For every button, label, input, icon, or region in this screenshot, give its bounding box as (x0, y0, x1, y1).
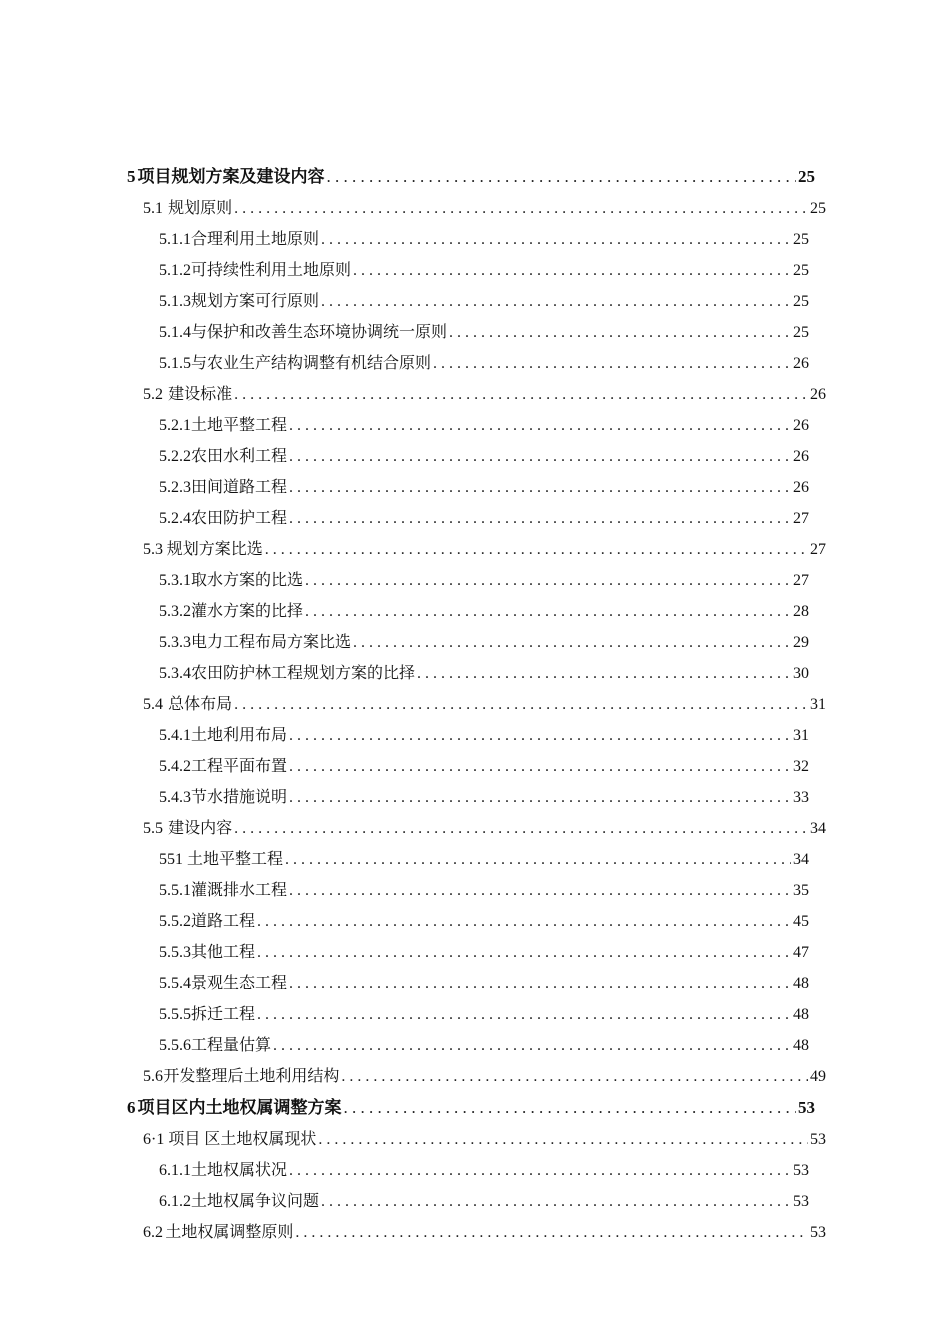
toc-entry-page-number: 27 (793, 510, 809, 527)
toc-entry-title: 土地利用布局 (191, 727, 288, 744)
toc-entry-title: 工程平面布置 (191, 758, 288, 775)
dot-leader (289, 875, 791, 906)
toc-entry-title: 农田水利工程 (191, 448, 288, 465)
toc-entry-number: 5.2.1 (159, 417, 191, 434)
toc-entry-number: 5.1.3 (159, 293, 191, 310)
toc-entry[interactable] (143, 1124, 826, 1155)
toc-entry[interactable] (159, 1186, 809, 1217)
toc-entry[interactable] (159, 503, 809, 534)
toc-entry-number: 5.6 (143, 1068, 163, 1085)
toc-entry-title: 建设内容 (168, 820, 233, 837)
toc-entry-number: 5.2 (143, 386, 163, 403)
toc-entry-page-number: 32 (793, 758, 809, 775)
dot-leader (449, 317, 791, 348)
toc-entry-title: 6·1 项目 区土地权属现状 (143, 1131, 317, 1148)
toc-entry-title: 551 土地平整工程 (159, 851, 284, 868)
toc-entry-number: 6.1.1 (159, 1162, 191, 1179)
toc-entry-title: 开发整理后土地利用结构 (163, 1068, 340, 1085)
toc-entry-page-number: 25 (798, 167, 815, 186)
toc-entry[interactable] (143, 689, 826, 720)
toc-entry-page-number: 31 (793, 727, 809, 744)
toc-entry[interactable] (159, 410, 809, 441)
toc-entry[interactable] (159, 1030, 809, 1061)
toc-entry-title: 土地权属状况 (191, 1162, 288, 1179)
toc-entry-page-number: 25 (793, 293, 809, 310)
toc-entry-page-number: 27 (810, 541, 826, 558)
dot-leader (289, 968, 791, 999)
dot-leader (353, 627, 791, 658)
toc-entry-number: 5.5.1 (159, 882, 191, 899)
toc-entry-number: 5.3.3 (159, 634, 191, 651)
toc-entry[interactable] (159, 875, 809, 906)
toc-entry-title: 土地权属争议问题 (191, 1193, 320, 1210)
toc-entry-title: 取水方案的比选 (191, 572, 304, 589)
toc-entry-page-number: 53 (810, 1224, 826, 1241)
toc-entry-page-number: 25 (793, 262, 809, 279)
dot-leader (305, 565, 791, 596)
toc-entry-title: 规划方案可行原则 (191, 293, 320, 310)
dot-leader (289, 720, 791, 751)
toc-entry-number: 5 (127, 167, 136, 186)
toc-entry-title: 规划原则 (168, 200, 233, 217)
dot-leader (295, 1217, 808, 1248)
toc-entry-title: 工程量估算 (191, 1037, 272, 1054)
toc-entry-page-number: 34 (793, 851, 809, 868)
toc-entry[interactable] (159, 658, 809, 689)
toc-entry[interactable] (159, 348, 809, 379)
toc-entry-title: 其他工程 (191, 944, 256, 961)
dot-leader (321, 224, 791, 255)
dot-leader (417, 658, 791, 689)
toc-entry-number: 5.3.1 (159, 572, 191, 589)
toc-entry-page-number: 26 (793, 479, 809, 496)
toc-entry[interactable] (159, 906, 809, 937)
toc-entry[interactable] (159, 999, 809, 1030)
dot-leader (257, 906, 791, 937)
toc-entry[interactable] (127, 1092, 815, 1124)
toc-entry-page-number: 30 (793, 665, 809, 682)
dot-leader (289, 751, 791, 782)
dot-leader (285, 844, 791, 875)
toc-entry-page-number: 34 (810, 820, 826, 837)
toc-entry-page-number: 29 (793, 634, 809, 651)
toc-entry-number: 5.4.1 (159, 727, 191, 744)
toc-entry-page-number: 53 (793, 1162, 809, 1179)
toc-entry[interactable] (159, 782, 809, 813)
toc-entry-number: 5.5.6 (159, 1037, 191, 1054)
toc-entry[interactable] (159, 627, 809, 658)
table-of-contents (0, 161, 950, 1248)
toc-entry[interactable] (159, 286, 809, 317)
toc-entry-page-number: 49 (810, 1068, 826, 1085)
toc-entry-title: 田间道路工程 (191, 479, 288, 496)
dot-leader (234, 379, 808, 410)
toc-entry-title: 灌溉排水工程 (191, 882, 288, 899)
toc-entry-title: 项目规划方案及建设内容 (137, 167, 325, 186)
toc-entry-page-number: 31 (810, 696, 826, 713)
toc-entry[interactable] (159, 844, 809, 875)
dot-leader (289, 1155, 791, 1186)
toc-entry-page-number: 53 (793, 1193, 809, 1210)
toc-entry[interactable] (159, 472, 809, 503)
toc-entry-title: 建设标准 (168, 386, 233, 403)
toc-entry-title: 农田防护林工程规划方案的比择 (191, 665, 416, 682)
toc-entry-page-number: 48 (793, 1037, 809, 1054)
toc-entry-number: 5.2.4 (159, 510, 191, 527)
toc-entry-title: 灌水方案的比择 (191, 603, 304, 620)
toc-entry[interactable] (159, 441, 809, 472)
toc-entry-page-number: 26 (793, 355, 809, 372)
toc-entry-number: 5.5.2 (159, 913, 191, 930)
dot-leader (289, 410, 791, 441)
toc-entry-number: 6 (127, 1098, 136, 1117)
toc-entry-page-number: 45 (793, 913, 809, 930)
toc-entry[interactable] (143, 379, 826, 410)
toc-entry-number: 5.4.3 (159, 789, 191, 806)
toc-entry-title: 农田防护工程 (191, 510, 288, 527)
toc-entry[interactable] (143, 534, 826, 565)
toc-entry[interactable] (159, 565, 809, 596)
toc-entry-title: 合理利用土地原则 (191, 231, 320, 248)
toc-entry[interactable] (143, 1217, 826, 1248)
dot-leader (341, 1061, 808, 1092)
dot-leader (273, 1030, 791, 1061)
toc-entry-page-number: 25 (793, 231, 809, 248)
toc-entry-page-number: 26 (793, 417, 809, 434)
dot-leader (234, 689, 808, 720)
toc-entry-number: 5.5.4 (159, 975, 191, 992)
toc-entry-title: 拆迁工程 (191, 1006, 256, 1023)
toc-entry-number: 5.5 (143, 820, 163, 837)
toc-entry[interactable] (127, 161, 815, 193)
toc-entry-title: 节水措施说明 (191, 789, 288, 806)
toc-entry-title: 总体布局 (168, 696, 233, 713)
toc-entry-page-number: 28 (793, 603, 809, 620)
toc-entry-number: 5.5.3 (159, 944, 191, 961)
toc-entry-page-number: 25 (810, 200, 826, 217)
toc-entry-title: 与保护和改善生态环境协调统一原则 (191, 324, 448, 341)
toc-entry-number: 5.1.5 (159, 355, 191, 372)
toc-entry-number: 5.3.4 (159, 665, 191, 682)
toc-entry-number: 6.1.2 (159, 1193, 191, 1210)
dot-leader (321, 286, 791, 317)
dot-leader (327, 161, 797, 193)
dot-leader (305, 596, 791, 627)
dot-leader (344, 1092, 797, 1124)
toc-entry-number: 5.2.3 (159, 479, 191, 496)
dot-leader (257, 937, 791, 968)
toc-entry-title: 电力工程布局方案比选 (191, 634, 352, 651)
toc-entry-page-number: 48 (793, 975, 809, 992)
dot-leader (265, 534, 808, 565)
toc-entry[interactable] (143, 1061, 826, 1092)
dot-leader (289, 472, 791, 503)
dot-leader (433, 348, 791, 379)
toc-entry-page-number: 53 (798, 1098, 815, 1117)
toc-entry[interactable] (143, 813, 826, 844)
toc-entry-number: 5.1.2 (159, 262, 191, 279)
dot-leader (234, 813, 808, 844)
toc-entry[interactable] (159, 968, 809, 999)
toc-entry-title: 土地平整工程 (191, 417, 288, 434)
toc-entry[interactable] (159, 317, 809, 348)
toc-entry-page-number: 47 (793, 944, 809, 961)
toc-entry-number: 5.4 (143, 696, 163, 713)
toc-entry-title: 道路工程 (191, 913, 256, 930)
toc-entry-page-number: 26 (810, 386, 826, 403)
toc-entry-page-number: 33 (793, 789, 809, 806)
toc-entry-number: 5.2.2 (159, 448, 191, 465)
toc-entry[interactable] (159, 1155, 809, 1186)
dot-leader (289, 441, 791, 472)
dot-leader (234, 193, 808, 224)
toc-entry-title: 景观生态工程 (191, 975, 288, 992)
toc-entry-page-number: 26 (793, 448, 809, 465)
toc-entry-title: 项目区内土地权属调整方案 (137, 1098, 342, 1117)
toc-entry-number: 5.4.2 (159, 758, 191, 775)
toc-entry-title: 可持续性利用土地原则 (191, 262, 352, 279)
toc-entry-number: 5.1.4 (159, 324, 191, 341)
dot-leader (321, 1186, 791, 1217)
dot-leader (318, 1124, 808, 1155)
toc-entry-title: 规划方案比选 (166, 541, 263, 558)
dot-leader (289, 503, 791, 534)
toc-entry-page-number: 53 (810, 1131, 826, 1148)
toc-entry-number: 5.5.5 (159, 1006, 191, 1023)
toc-entry[interactable] (159, 255, 809, 286)
toc-entry-number: 5.1 (143, 200, 163, 217)
toc-entry[interactable] (159, 224, 809, 255)
dot-leader (353, 255, 791, 286)
toc-entry-page-number: 27 (793, 572, 809, 589)
toc-entry-page-number: 35 (793, 882, 809, 899)
toc-entry-number: 6.2 (143, 1224, 163, 1241)
toc-entry-page-number: 48 (793, 1006, 809, 1023)
toc-entry-number: 5.1.1 (159, 231, 191, 248)
dot-leader (257, 999, 791, 1030)
toc-entry[interactable] (159, 751, 809, 782)
dot-leader (289, 782, 791, 813)
toc-entry-title: 与农业生产结构调整有机结合原则 (191, 355, 432, 372)
toc-entry[interactable] (159, 937, 809, 968)
toc-entry[interactable] (159, 596, 809, 627)
toc-entry-number: 5.3 (143, 541, 163, 558)
toc-entry-page-number: 25 (793, 324, 809, 341)
toc-entry-title: 土地权属调整原则 (165, 1224, 294, 1241)
toc-entry[interactable] (143, 193, 826, 224)
toc-entry[interactable] (159, 720, 809, 751)
toc-entry-number: 5.3.2 (159, 603, 191, 620)
